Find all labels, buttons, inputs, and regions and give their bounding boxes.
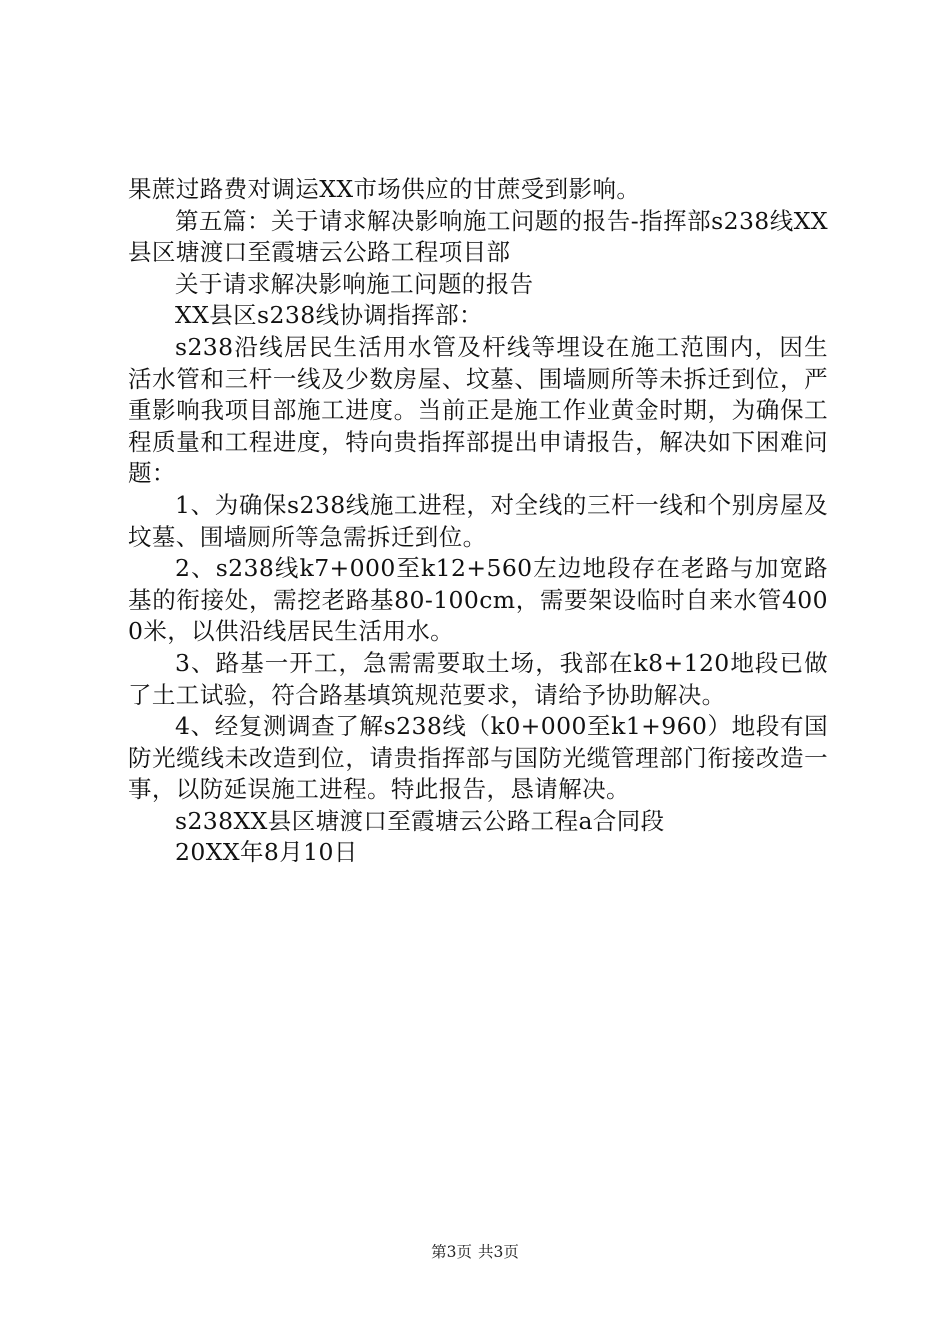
report-date: 20XX年8月10日: [175, 838, 358, 867]
report-addressee: XX县区s238线协调指挥部：: [175, 301, 483, 330]
report-intro-paragraph: s238沿线居民生活用水管及杆线等埋设在施工范围内，因生活水管和三杆一线及少数房屋、坟墓、围墙厕所等未拆迁到位，严重影响我项目部施工进度。当前正是施工作业黄金时期，为确保工程质量和工程进度，特向贵指挥部提出申请报告，解决如下困难问题：: [128, 332, 828, 488]
page-footer: [0, 1242, 950, 1262]
page-number: 第3页: [431, 1243, 472, 1261]
page-total: 共3页: [478, 1243, 519, 1261]
document-body: [128, 174, 828, 869]
report-item-3: 3、路基一开工，急需需要取土场，我部在k8+120地段已做了土工试验，符合路基填筑规范要求，请给予协助解决。: [128, 648, 828, 709]
report-title: 关于请求解决影响施工问题的报告: [175, 269, 534, 298]
paragraph-continuation: 果蔗过路费对调运XX市场供应的甘蔗受到影响。: [128, 175, 641, 203]
report-signature: s238XX县区塘渡口至霞塘云公路工程a合同段: [175, 806, 665, 835]
report-item-1: 1、为确保s238线施工进程，对全线的三杆一线和个别房屋及坟墓、围墙厕所等急需拆迁到位。: [128, 490, 828, 551]
report-item-2: 2、s238线k7+000至k12+560左边地段存在老路与加宽路基的衔接处，需挖老路基80-100cm，需要架设临时自来水管4000米，以供沿线居民生活用水。: [128, 554, 828, 646]
section-heading: 第五篇：关于请求解决影响施工问题的报告-指挥部s238线XX县区塘渡口至霞塘云公路工程项目部: [128, 206, 828, 267]
report-item-4: 4、经复测调查了解s238线（k0+000至k1+960）地段有国防光缆线未改造到位，请贵指挥部与国防光缆管理部门衔接改造一事，以防延误施工进程。特此报告，恳请解决。: [128, 712, 828, 804]
